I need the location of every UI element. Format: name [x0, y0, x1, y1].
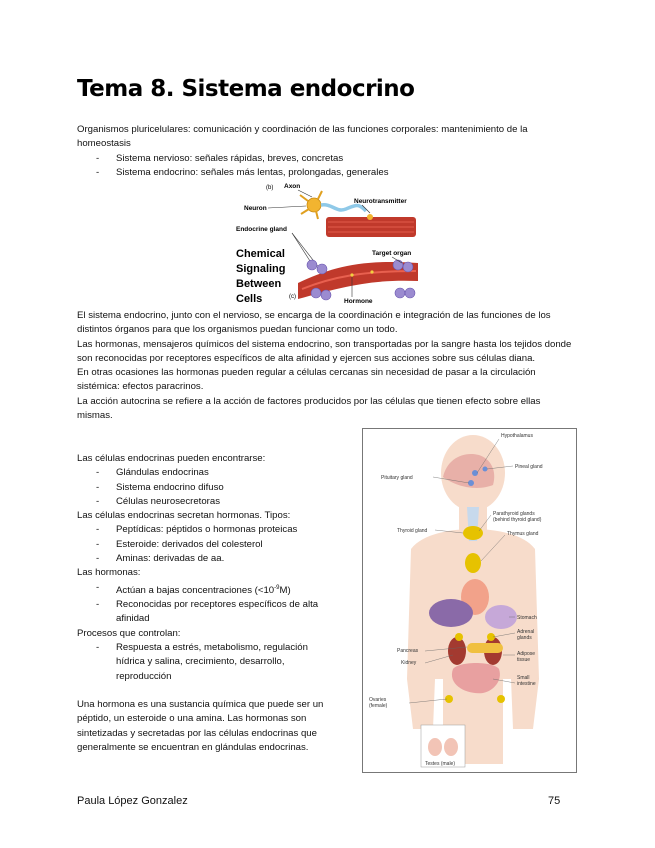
parathyroid-label: Parathyroid glands — [493, 511, 535, 517]
list-item: - Células neurosecretoras — [77, 495, 359, 509]
secretion-list — [77, 523, 359, 566]
intro-block — [77, 123, 577, 180]
list-item: - Sistema endocrino: señales más lentas, prolongadas, generales — [77, 166, 577, 180]
parathyroid-label-2: (behind thyroid gland) — [493, 517, 542, 523]
body-diagram — [363, 429, 576, 772]
figure-heading-line: Chemical — [236, 248, 285, 260]
adrenal-label-2: glands — [517, 635, 532, 641]
thyroid-marker — [463, 526, 483, 540]
list-item: - Glándulas endocrinas — [77, 466, 359, 480]
adrenal-marker — [455, 633, 463, 641]
list-item: - Peptídicas: péptidos o hormonas proteicas — [77, 523, 359, 537]
small-intestine-label-2: intestine — [517, 681, 536, 687]
blood-vessel-icon — [298, 260, 418, 300]
muscle-target-icon — [326, 214, 416, 237]
list-heading: Las células endocrinas secretan hormonas. Tipos: — [77, 510, 291, 522]
paragraph: Las hormonas, mensajeros químicos del sistema endocrino, son transportadas por la sangre hasta los tejidos donde son reconocidas por receptores específicos de alta afinidad y ejercen sus acciones sobre sus células diana. — [77, 338, 572, 364]
list-item: - Respuesta a estrés, metabolismo, regulación hídrica y salina, crecimiento, desarrollo, reproducción — [77, 641, 359, 684]
figure-label-c: (c) — [289, 294, 296, 300]
list-item: - Sistema endocrino difuso — [77, 481, 359, 495]
processes-list — [77, 641, 359, 684]
neuron-label: Neuron — [244, 205, 267, 212]
neurotransmitter-label: Neurotransmitter — [354, 198, 407, 205]
thymus-label: Thymus gland — [507, 531, 539, 537]
list-item: - Aminas: derivadas de aa. — [77, 552, 359, 566]
paragraph: El sistema endocrino, junto con el nervioso, se encarga de la coordinación e integración de las funciones de los distintos órganos para que los organismos puedan funcionar como un todo. — [77, 310, 551, 336]
thymus-marker — [465, 553, 481, 573]
ovaries-label: Ovaries — [369, 697, 387, 703]
endocrine-glands-figure — [362, 428, 577, 773]
adipose-label-2: tissue — [517, 657, 531, 663]
ovary-marker — [497, 695, 505, 703]
ovaries-label-2: (female) — [369, 703, 388, 709]
adipose-label: Adipose — [517, 651, 536, 657]
pancreas-label: Pancreas — [397, 648, 419, 654]
list-item: - Actúan a bajas concentraciones $(<10^{-9}M)$ — [77, 581, 359, 598]
figure-heading-line: Cells — [236, 293, 263, 305]
paragraph: La acción autocrina se refiere a la acción de factores producidos por las células que tienen efecto sobre ellas mismas. — [77, 395, 541, 422]
kidney-icon — [448, 637, 466, 665]
cells-list — [77, 466, 359, 509]
pineal-label: Pineal gland — [515, 464, 543, 470]
axon-label: Axon — [284, 183, 301, 190]
figure-label-b: (b) — [266, 185, 274, 191]
endocrine-gland-label: Endocrine gland — [236, 226, 287, 233]
liver-icon — [429, 599, 473, 627]
page-number: 75 — [548, 795, 561, 807]
pancreas-marker — [467, 643, 503, 653]
stomach-label: Stomach — [517, 615, 537, 621]
testes-label: Testes (male) — [425, 761, 456, 767]
intro-list — [77, 152, 577, 181]
list-heading: Las células endocrinas pueden encontrarse: — [77, 453, 266, 464]
chemical-signaling-figure — [232, 181, 422, 307]
left-column — [77, 452, 359, 755]
main-text — [77, 309, 577, 423]
list-heading: Procesos que controlan: — [77, 627, 181, 639]
kidney-label: Kidney — [401, 660, 417, 666]
footer-author: Paula López Gonzalez — [77, 795, 188, 807]
pineal-marker — [483, 467, 488, 472]
adrenal-label: Adrenal — [517, 629, 535, 635]
closing-paragraph: Una hormona es una sustancia química que puede ser un péptido, un esteroide o una amina. Las hormonas son sintetizadas y secretadas por las células endocrinas que generalmente se encuentran en glándulas endocrinas. — [77, 698, 324, 753]
paragraph: En otras ocasiones las hormonas pueden regular a células cercanas sin necesidad de pasar a la circulación sistémica: efectos paracrinos. — [77, 367, 536, 393]
hormones-list — [77, 581, 359, 627]
thyroid-label: Thyroid gland — [397, 528, 428, 534]
figure-heading-line: Signaling — [236, 263, 286, 275]
neuron-icon — [300, 191, 366, 219]
hormone-label: Hormone — [344, 298, 373, 305]
page-title: Tema 8. Sistema endocrino — [77, 76, 415, 102]
intro-paragraph: Organismos pluricelulares: comunicación y coordinación de las funciones corporales: mantenimiento de la homeostasis — [77, 124, 528, 150]
target-organ-label: Target organ — [372, 250, 412, 257]
small-intestine-label: Small — [517, 675, 530, 681]
hypothalamus-label: Hypothalamus — [501, 433, 533, 439]
pituitary-label: Pituitary gland — [381, 475, 413, 481]
list-item: - Esteroide: derivados del colesterol — [77, 538, 359, 552]
figure-heading-line: Between — [236, 278, 282, 290]
list-item: - Sistema nervioso: señales rápidas, breves, concretas — [77, 152, 577, 166]
list-heading: Las hormonas: — [77, 567, 141, 579]
list-item: - Reconocidas por receptores específicos de alta afinidad — [77, 598, 359, 627]
